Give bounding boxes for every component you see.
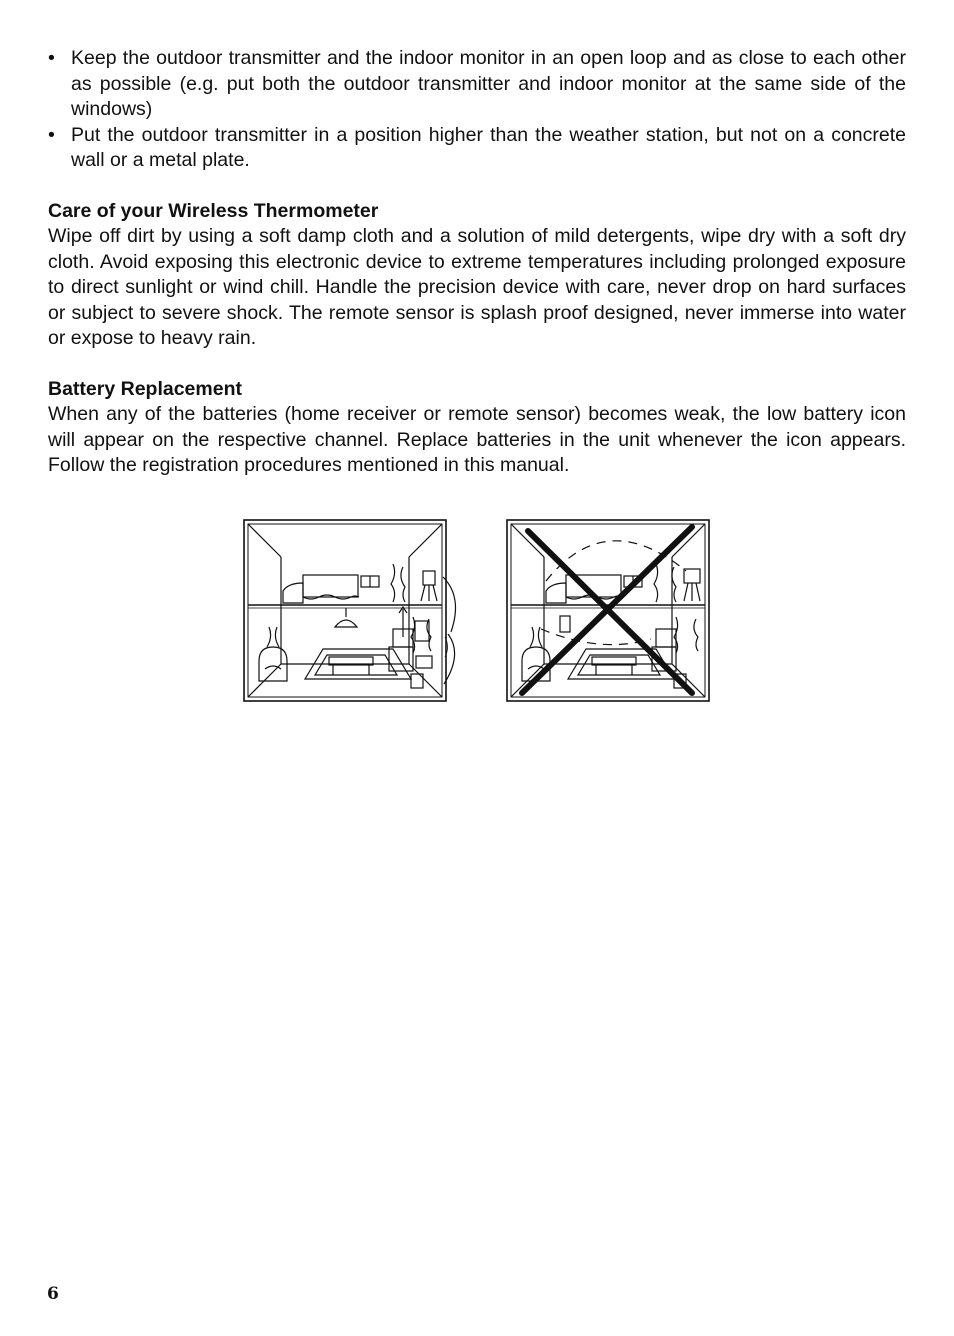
placement-illustrations (243, 519, 709, 702)
page-number: 6 (47, 1284, 59, 1304)
bullet-text: Keep the outdoor transmitter and the indoor monitor in an open loop and as close to each other as possible (e.g. put both the outdoor transmitter and indoor monitor at the same side of the windows) (71, 47, 906, 120)
list-item (48, 46, 906, 123)
cross-out-mark (522, 527, 692, 693)
document-page (48, 46, 906, 479)
battery-heading: Battery Replacement (48, 377, 242, 400)
incorrect-placement-illustration (506, 519, 710, 702)
list-item (48, 123, 906, 174)
bullet-symbol: • (48, 47, 55, 69)
battery-section (48, 377, 906, 479)
battery-body: When any of the batteries (home receiver or remote sensor) becomes weak, the low battery icon will appear on the respective channel. Replace batteries in the unit whenever the icon appears. Follow the registration procedures mentioned in this manual. (48, 403, 906, 476)
placement-tips-list (48, 46, 906, 174)
house-cutaway-image (506, 519, 710, 702)
bullet-symbol: • (48, 123, 55, 146)
bullet-text: Put the outdoor transmitter in a position higher than the weather station, but not on a concrete wall or a metal plate. (71, 123, 906, 171)
correct-placement-illustration (243, 519, 447, 702)
house-cutaway-image (243, 519, 463, 702)
care-heading: Care of your Wireless Thermometer (48, 199, 379, 222)
care-section (48, 199, 906, 352)
care-body: Wipe off dirt by using a soft damp cloth and a solution of mild detergents, wipe dry with a soft dry cloth. Avoid exposing this electronic device to extreme temperatures including prolonged exposure to direct sunlight or wind chill. Handle the precision device with care, never drop on hard surfaces or subject to severe shock. The remote sensor is splash proof designed, never immerse into water or expose to heavy rain. (48, 225, 906, 349)
